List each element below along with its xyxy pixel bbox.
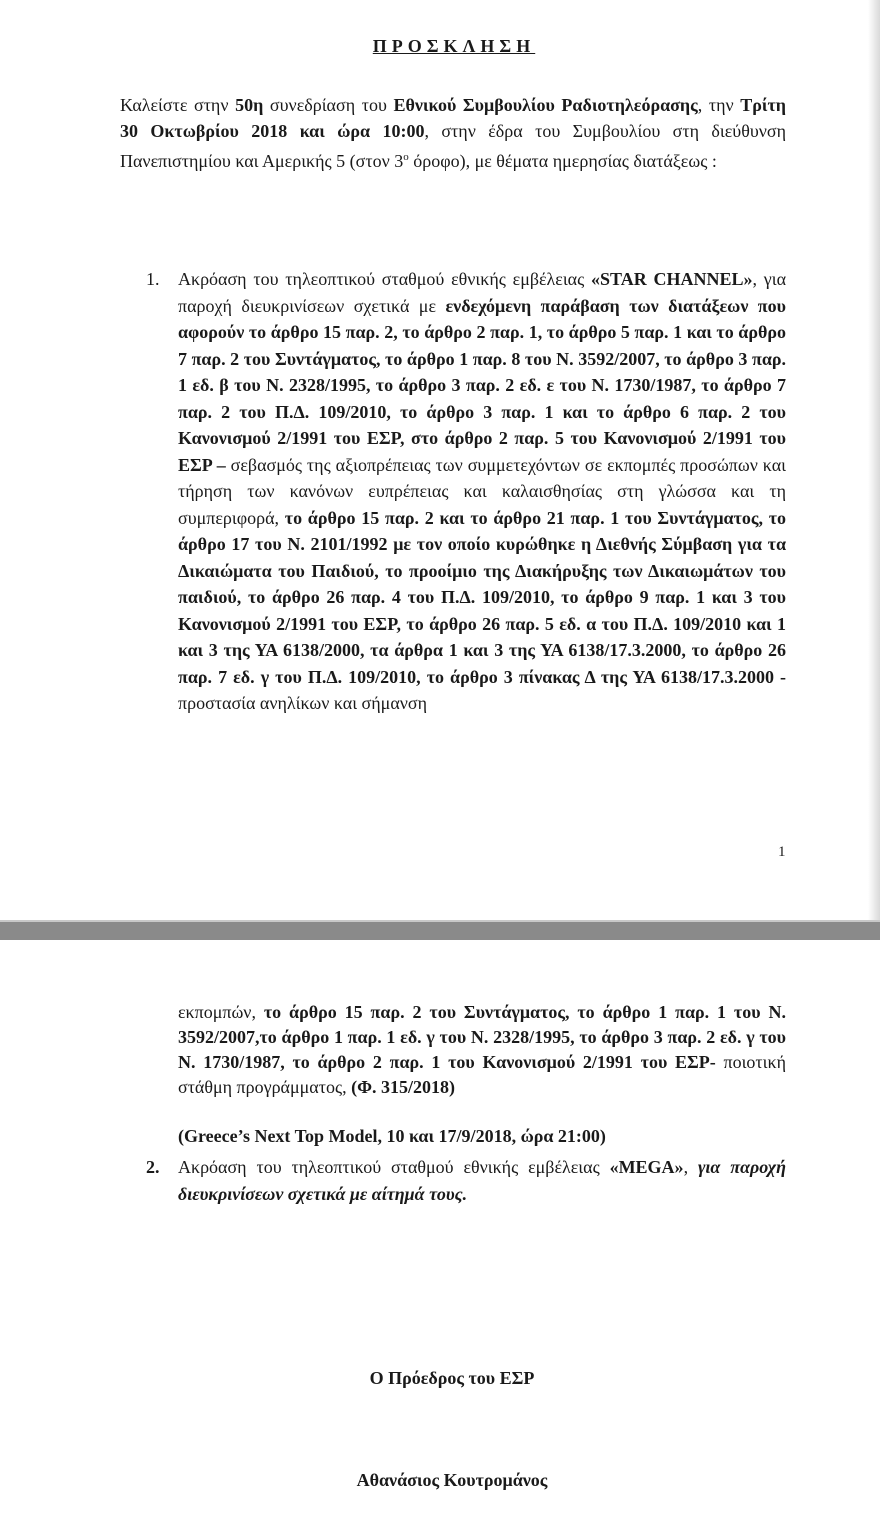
intro-run: 50η bbox=[235, 95, 264, 115]
item2-run: «MEGA» bbox=[609, 1157, 684, 1177]
item1-run: Ακρόαση του τηλεοπτικού σταθμού εθνικής εμβέλειας bbox=[178, 269, 592, 289]
document-title: ΠΡΟΣΚΛΗΣΗ bbox=[372, 36, 536, 56]
agenda-item-number: 1. bbox=[146, 269, 160, 289]
agenda-item-1-reference: (Greece’s Next Top Model, 10 και 17/9/2018, ώρα 21:00) bbox=[178, 1126, 606, 1146]
intro-run: ο bbox=[403, 151, 409, 163]
intro-run: Εθνικού Συμβουλίου Ραδιοτηλεόρασης bbox=[393, 95, 698, 115]
item1-cont-run: εκπομπών, bbox=[178, 1002, 264, 1022]
intro-run: , την bbox=[697, 95, 741, 115]
page-edge-shadow bbox=[868, 0, 880, 920]
item1-run: , για παροχή διευκρινίσεων σχετικά με bbox=[178, 269, 787, 316]
item1-run: προστασία ανηλίκων και σήμανση bbox=[178, 693, 428, 713]
agenda-item-2 bbox=[148, 1154, 786, 1207]
agenda-item-number: 2. bbox=[146, 1157, 160, 1177]
intro-run: όροφο), με θέματα ημερησίας διατάξεως : bbox=[408, 151, 717, 171]
agenda-item-1 bbox=[148, 266, 786, 717]
item2-run: για παροχή διευκρινίσεων σχετικά με αίτημά τους. bbox=[178, 1157, 786, 1204]
page-number: 1 bbox=[778, 844, 786, 860]
intro-run: Τρίτη 30 Οκτωβρίου 2018 και ώρα 10:00 bbox=[120, 95, 786, 141]
item2-run: , bbox=[683, 1157, 698, 1177]
item1-cont-run: ποιοτική στάθμη προγράμματος, bbox=[178, 1052, 786, 1097]
item1-cont-run: το άρθρο 15 παρ. 2 του Συντάγματος, το άρθρο 1 παρ. 1 του Ν. 3592/2007,το άρθρο 1 παρ. 1 εδ. γ του Ν. 2328/1995, το άρθρο 3 παρ. 2 εδ. γ του Ν. 1730/1987, το άρθρο 2 παρ. 1 του Κανονισμού 2/1991 του ΕΣΡ- bbox=[178, 1002, 786, 1072]
intro-run: , στην έδρα του Συμβουλίου στη διεύθυνση Πανεπιστημίου και Αμερικής 5 (στον 3 bbox=[120, 121, 786, 171]
document-page-2 bbox=[0, 940, 880, 1518]
agenda-item-text bbox=[178, 1154, 786, 1207]
item1-cont-run: (Φ. 315/2018) bbox=[351, 1077, 456, 1097]
agenda-item-text bbox=[178, 266, 786, 717]
signature-role: Ο Πρόεδρος του ΕΣΡ bbox=[369, 1368, 535, 1388]
intro-run: Καλείστε στην bbox=[120, 95, 236, 115]
page-divider bbox=[0, 920, 880, 940]
item2-run: Ακρόαση του τηλεοπτικού σταθμού εθνικής εμβέλειας bbox=[178, 1157, 610, 1177]
item1-run: σεβασμός της αξιοπρέπειας των συμμετεχόντων σε εκπομπές προσώπων και τήρηση των κανόνων ευπρέπειας και καλαισθησίας στη γλώσσα και τη συμπεριφορά, bbox=[178, 454, 786, 528]
item1-run: ενδεχόμενη παράβαση των διατάξεων που αφορούν το άρθρο 15 παρ. 2, το άρθρο 2 παρ. 1, το άρθρο 5 παρ. 1 και το άρθρο 7 παρ. 2 του Συντάγματος, το άρθρο 1 παρ. 8 του Ν. 3592/2007, το άρθρο 3 παρ. 1 εδ. β του Ν. 2328/1995, το άρθρο 3 παρ. 2 εδ. ε του Ν. 1730/1987, το άρθρο 7 παρ. 2 του Π.Δ. 109/2010, το άρθρο 3 παρ. 1 και το άρθρο 6 παρ. 2 του Κανονισμού 2/1991 του ΕΣΡ, στο άρθρο 2 παρ. 5 του Κανονισμού 2/1991 του ΕΣΡ – bbox=[178, 295, 787, 475]
item1-run: το άρθρο 15 παρ. 2 και το άρθρο 21 παρ. 1 του Συντάγματος, το άρθρο 17 του Ν. 2101/1992 με τον οποίο κυρώθηκε η Διεθνής Σύμβαση για τα Δικαιώματα του Παιδιού, το προοίμιο της Διακήρυξης των Δικαιωμάτων του παιδιού, το άρθρο 26 παρ. 4 του Π.Δ. 109/2010, το άρθρο 9 παρ. 1 και 3 του Κανονισμού 2/1991 του ΕΣΡ, το άρθρο 26 παρ. 5 εδ. α του Π.Δ. 109/2010 και 1 και 3 της ΥΑ 6138/2000, τα άρθρα 1 και 3 της ΥΑ 6138/17.3.2000, το άρθρο 26 παρ. 7 εδ. γ του Π.Δ. 109/2010, το άρθρο 3 πίνακας Δ της ΥΑ 6138/17.3.2000 - bbox=[178, 507, 786, 687]
item1-run: «STAR CHANNEL» bbox=[591, 269, 753, 289]
signature-name: Αθανάσιος Κουτρομάνος bbox=[356, 1470, 548, 1490]
agenda-item-1-continued bbox=[178, 1000, 786, 1100]
intro-run: συνεδρίαση του bbox=[263, 95, 394, 115]
intro-paragraph bbox=[120, 92, 786, 174]
